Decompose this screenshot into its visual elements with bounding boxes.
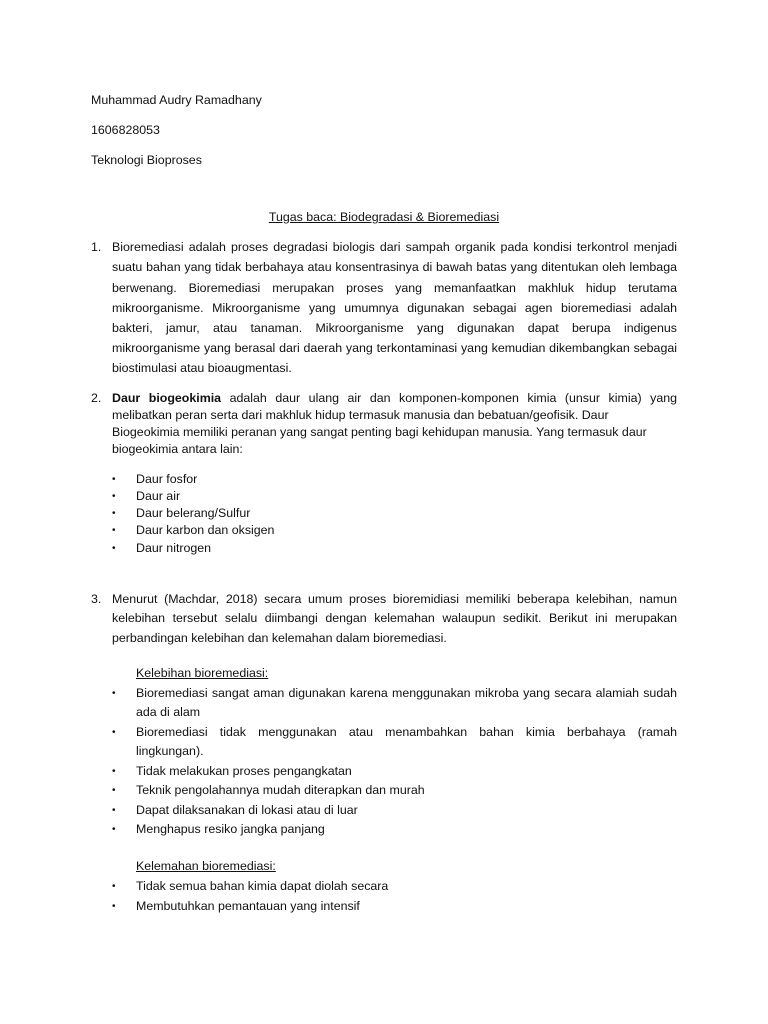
section-1-line: mikroorganisme yang berasal dari daerah yang terkontaminasi yang kemudian dikembangkan sebagai bbox=[112, 341, 677, 355]
bullet-icon: • bbox=[112, 785, 116, 796]
bullet-icon: • bbox=[112, 543, 116, 554]
disadvantage-item: Tidak semua bahan kimia dapat diolah secara bbox=[136, 879, 389, 893]
advantage-item: Bioremediasi sangat aman digunakan karena menggunakan mikroba yang secara alamiah sudah bbox=[136, 686, 677, 700]
advantage-item: Menghapus resiko jangka panjang bbox=[136, 822, 325, 836]
section-1-line: Bioremediasi adalah proses degradasi biologis dari sampah organik pada kondisi terkontrol menjadi bbox=[112, 240, 677, 254]
section-1-line: suatu bahan yang tidak berbahaya atau konsentrasinya di bawah batas yang ditentukan oleh lembaga bbox=[112, 260, 677, 274]
section-2-number: 2. bbox=[91, 391, 102, 405]
bullet-icon: • bbox=[112, 688, 116, 699]
section-1-line: berwenang. Bioremediasi merupakan proses yang memanfaatkan makhluk hidup terutama bbox=[112, 281, 677, 295]
student-id: 1606828053 bbox=[91, 123, 160, 137]
section-2-line: Biogeokimia memiliki peranan yang sangat penting bagi kehidupan manusia. Yang termasuk daur bbox=[112, 425, 647, 439]
section-3-number: 3. bbox=[91, 592, 102, 606]
bullet-icon: • bbox=[112, 901, 116, 912]
list-item: Daur air bbox=[136, 489, 181, 503]
list-item: Daur nitrogen bbox=[136, 541, 212, 555]
list-item: Daur belerang/Sulfur bbox=[136, 506, 251, 520]
bullet-icon: • bbox=[112, 508, 116, 519]
advantage-item: Bioremediasi tidak menggunakan atau menambahkan bahan kimia berbahaya (ramah bbox=[136, 725, 677, 739]
author-name: Muhammad Audry Ramadhany bbox=[91, 93, 262, 107]
advantage-item: Tidak melakukan proses pengangkatan bbox=[136, 764, 352, 778]
disadvantage-item: Membutuhkan pemantauan yang intensif bbox=[136, 899, 360, 913]
section-2-first-line bbox=[112, 391, 677, 405]
section-1-line: mikroorganisme. Mikroorganisme yang umumnya digunakan sebagai agen bioremediasi adalah bbox=[112, 301, 677, 315]
bullet-icon: • bbox=[112, 474, 116, 485]
bullet-icon: • bbox=[112, 727, 116, 738]
section-1-line: biostimulasi atau bioaugmentasi. bbox=[112, 361, 292, 375]
section-2-line: melibatkan peran serta dari makhluk hidup termasuk manusia dan bebatuan/geofisik. Daur bbox=[112, 408, 609, 422]
bullet-icon: • bbox=[112, 881, 116, 892]
advantage-item: Dapat dilaksanakan di lokasi atau di luar bbox=[136, 803, 358, 817]
bullet-icon: • bbox=[112, 805, 116, 816]
study-program: Teknologi Bioproses bbox=[91, 153, 202, 167]
advantages-heading: Kelebihan bioremediasi: bbox=[136, 666, 269, 680]
advantage-item-continuation: lingkungan). bbox=[136, 744, 204, 758]
section-3-line: Menurut (Machdar, 2018) secara umum proses bioremidiasi memiliki beberapa kelebihan, namun bbox=[112, 592, 677, 606]
section-3-line: perbandingan kelebihan dan kelemahan dalam bioremediasi. bbox=[112, 631, 447, 645]
section-3-line: kelebihan tersebut selalu diimbangi dengan kelemahan walaupun sedikit. Berikut ini merupakan bbox=[112, 611, 677, 625]
list-item: Daur fosfor bbox=[136, 472, 198, 486]
section-1-line: bakteri, jamur, atau tanaman. Mikroorganisme yang digunakan dapat berupa indigenus bbox=[112, 321, 677, 335]
bullet-icon: • bbox=[112, 766, 116, 777]
bullet-icon: • bbox=[112, 525, 116, 536]
disadvantages-heading: Kelemahan bioremediasi: bbox=[136, 859, 276, 873]
advantage-item-continuation: ada di alam bbox=[136, 705, 201, 719]
advantage-item: Teknik pengolahannya mudah diterapkan dan murah bbox=[136, 783, 425, 797]
daur-biogeokimia-term: Daur biogeokimia bbox=[112, 391, 222, 405]
bullet-icon: • bbox=[112, 824, 116, 835]
section-1-number: 1. bbox=[91, 240, 102, 254]
page-title: Tugas baca: Biodegradasi & Bioremediasi bbox=[268, 210, 500, 224]
section-2-line: biogeokimia antara lain: bbox=[112, 442, 243, 456]
section-2-first-line-rest: adalah daur ulang air dan komponen-komponen kimia (unsur kimia) yang bbox=[221, 391, 677, 405]
bullet-icon: • bbox=[112, 491, 116, 502]
list-item: Daur karbon dan oksigen bbox=[136, 523, 275, 537]
